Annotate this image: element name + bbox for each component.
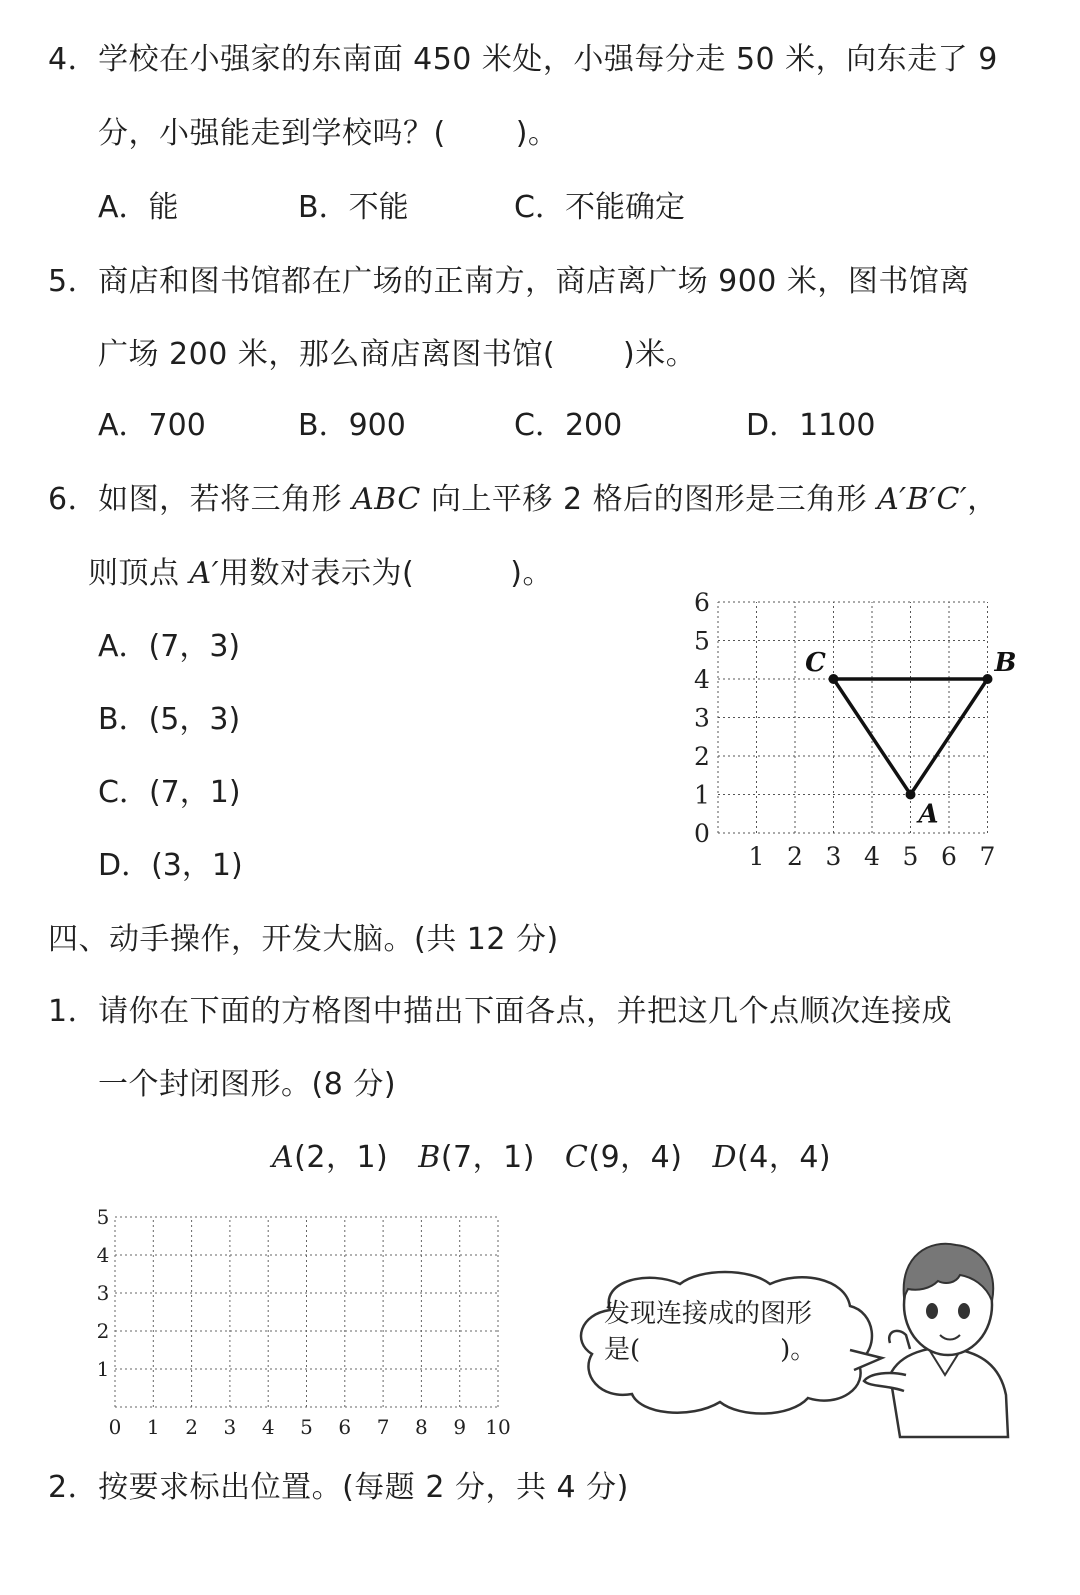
q4-option-b[interactable]: B．不能 <box>298 190 409 225</box>
x-tick-label: 4 <box>261 1415 275 1439</box>
vertex-b-label: B <box>994 648 1017 678</box>
q6-option-d[interactable]: D．(3，1) <box>98 848 243 883</box>
q41-number: 1． <box>48 994 99 1029</box>
q6-option-b[interactable]: B．(5，3) <box>98 702 241 737</box>
q4-option-a[interactable]: A．能 <box>98 190 179 225</box>
q6-text-line1-c: ， <box>967 482 998 517</box>
section4-heading: 四、动手操作，开发大脑。(共 12 分) <box>48 922 559 957</box>
q4-text-line2-end: )。 <box>515 116 559 151</box>
q6-line1 <box>48 480 998 520</box>
q6-text-line2-b: 用数对表示为( <box>219 556 415 591</box>
q6-number: 6． <box>48 482 99 517</box>
q5-text-line1: 商店和图书馆都在广场的正南方，商店离广场 900 米，图书馆离 <box>98 264 970 299</box>
q41-point-d-coord: (4，4) <box>737 1140 832 1175</box>
q5-text-line2-end: )米。 <box>623 337 697 372</box>
vertex-c-label: C <box>805 648 826 678</box>
q41-point-c-label: C <box>564 1140 589 1175</box>
y-tick-label: 3 <box>96 1281 110 1305</box>
x-tick-label: 6 <box>941 842 957 871</box>
q4-text-line2-start: 分，小强能走到学校吗？( <box>98 116 446 151</box>
y-tick-label: 1 <box>96 1357 110 1381</box>
x-tick-label: 6 <box>338 1415 352 1439</box>
bubble-text <box>604 1296 816 1368</box>
q6-option-a[interactable]: A．(7，3) <box>98 629 241 664</box>
y-tick-label: 1 <box>694 780 710 810</box>
q41-empty-grid[interactable] <box>90 1200 530 1450</box>
x-tick-label: 1 <box>146 1415 160 1439</box>
q5-text-line2-start: 广场 200 米，那么商店离图书馆( <box>98 337 556 372</box>
q41-points-list <box>272 1138 831 1178</box>
y-tick-label: 6 <box>694 588 710 617</box>
q6-triangle-grid-figure <box>680 585 1017 885</box>
x-tick-label: 7 <box>376 1415 390 1439</box>
y-tick-label: 5 <box>694 626 710 656</box>
bubble-line2-start: 是( <box>604 1335 641 1365</box>
q6-triangle-abc: ABC <box>352 482 421 517</box>
x-tick-label: 3 <box>223 1415 237 1439</box>
q41-line2: 一个封闭图形。(8 分) <box>98 1067 397 1102</box>
x-tick-label: 4 <box>864 842 880 871</box>
q41-point-b-label: B <box>418 1140 441 1175</box>
vertex-a-point <box>906 790 916 800</box>
q5-option-a[interactable]: A．700 <box>98 408 206 443</box>
q41-point-c-coord: (9，4) <box>588 1140 683 1175</box>
q6-text-line2-c: )。 <box>510 556 553 591</box>
q4-line1 <box>48 40 998 80</box>
q6-line2 <box>88 554 553 594</box>
bubble-line2 <box>604 1332 816 1368</box>
x-tick-label: 5 <box>300 1415 313 1439</box>
x-tick-label: 2 <box>787 842 803 871</box>
x-tick-label: 7 <box>979 842 996 871</box>
x-tick-label: 3 <box>825 842 842 871</box>
q6-text-line2-a: 则顶点 <box>88 556 190 591</box>
y-tick-label: 5 <box>96 1205 110 1229</box>
q42-text: 按要求标出位置。(每题 2 分，共 4 分) <box>98 1470 629 1505</box>
q5-number: 5． <box>48 264 99 299</box>
q6-text-line1-a: 如图，若将三角形 <box>98 482 353 517</box>
q42-line <box>48 1468 629 1508</box>
x-tick-label: 5 <box>902 842 919 871</box>
q6-vertex-a-prime: A′ <box>189 556 220 591</box>
q41-point-a-label: A <box>272 1140 295 1175</box>
y-tick-label: 4 <box>96 1243 110 1267</box>
q5-line1 <box>48 262 970 302</box>
q4-text-line1: 学校在小强家的东南面 450 米处，小强每分走 50 米，向东走了 9 <box>98 42 998 77</box>
x-tick-label: 8 <box>415 1415 428 1439</box>
vertex-b-point <box>983 674 993 684</box>
q4-line2 <box>98 114 558 154</box>
q5-option-c[interactable]: C．200 <box>514 408 623 443</box>
y-tick-label: 4 <box>694 665 710 694</box>
x-tick-label: 0 <box>108 1415 122 1439</box>
vertex-a-label: A <box>918 799 939 830</box>
q41-point-b-coord: (7，1) <box>440 1140 535 1175</box>
q41-point-d-label: D <box>712 1140 738 1175</box>
q5-option-b[interactable]: B．900 <box>298 408 406 443</box>
bubble-line1: 发现连接成的图形 <box>604 1299 813 1329</box>
q6-text-line1-b: 向上平移 2 格后的图形是三角形 <box>420 482 878 517</box>
q41-point-a-coord: (2，1) <box>294 1140 389 1175</box>
q5-line2 <box>98 335 696 375</box>
y-tick-label: 0 <box>694 819 710 848</box>
x-tick-label: 1 <box>748 842 765 871</box>
q41-text-line1: 请你在下面的方格图中描出下面各点，并把这几个点顺次连接成 <box>98 994 953 1029</box>
x-tick-label: 9 <box>453 1415 467 1439</box>
boy-illustration <box>860 1225 1010 1440</box>
q42-number: 2． <box>48 1470 99 1505</box>
vertex-c-point <box>829 674 839 684</box>
q5-option-d[interactable]: D．1100 <box>746 408 876 443</box>
y-tick-label: 3 <box>694 703 710 733</box>
q6-option-c[interactable]: C．(7，1) <box>98 775 241 810</box>
q4-option-c[interactable]: C．不能确定 <box>514 190 685 225</box>
x-tick-label: 10 <box>485 1415 511 1439</box>
q41-line1 <box>48 992 952 1032</box>
y-tick-label: 2 <box>96 1319 110 1343</box>
q4-number: 4． <box>48 42 99 77</box>
y-tick-label: 2 <box>694 742 710 771</box>
q6-triangle-abc-prime: A′B′C′ <box>877 482 968 517</box>
x-tick-label: 2 <box>185 1415 198 1439</box>
bubble-line2-end: )。 <box>780 1335 817 1365</box>
